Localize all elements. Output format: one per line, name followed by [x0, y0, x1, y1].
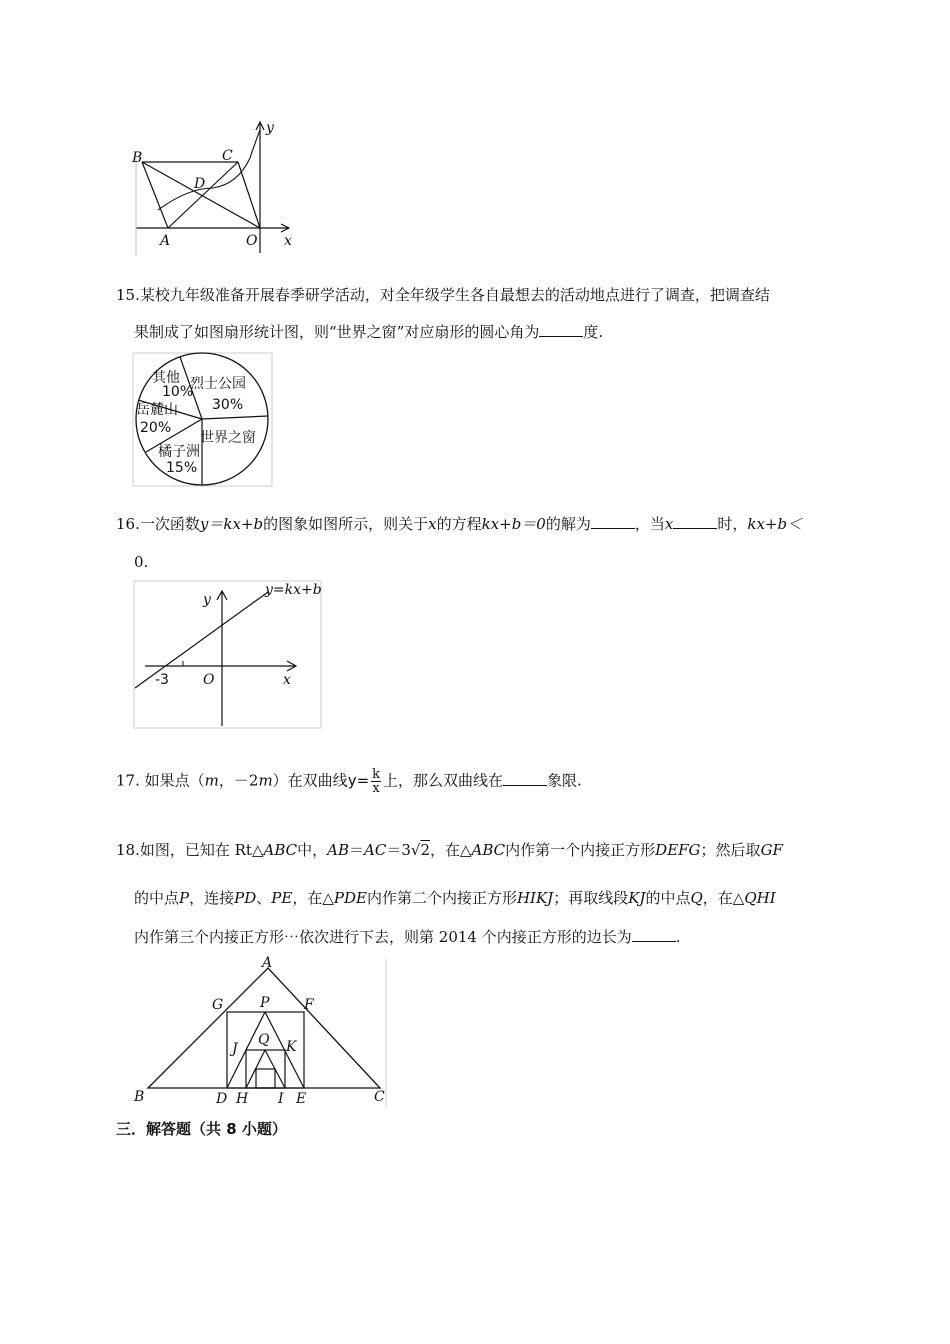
tri-label-B: B [134, 1089, 145, 1105]
q17-text-c: ）在双曲线 [272, 771, 348, 790]
q18-answer-blank[interactable] [632, 927, 676, 942]
q16-line2 [134, 552, 148, 572]
q17-y-eq: y= [347, 771, 370, 790]
q18-text-2c: 、 [256, 889, 272, 907]
q15-line1 [116, 285, 770, 305]
figure-q15-pie [132, 352, 274, 488]
q18-qhi: QHI [744, 889, 776, 907]
q18-eq1: ＝ [349, 841, 365, 859]
q17-text-d: 上，那么双曲线在 [383, 771, 504, 790]
q17-line [116, 768, 582, 795]
q16-text1b: 的图象如图所示，则关于 [263, 515, 429, 533]
tri-label-C: C [374, 1089, 385, 1105]
figure-q14 [128, 118, 303, 258]
q18-text-1a: 如图，已知在 Rt△ [139, 841, 264, 859]
q18-gf: GF [760, 841, 783, 859]
pie-label-juzi: 橘子洲 [158, 444, 200, 460]
q16-expr1: y＝kx+b [199, 515, 264, 533]
q18-number: 18. [116, 841, 140, 859]
pie-pct-juzi: 15% [166, 460, 198, 476]
q18-sqrt-value: 2 [420, 841, 430, 859]
tri-label-A: A [262, 955, 273, 971]
label-A: A [160, 233, 171, 249]
q18-ab: AB [327, 841, 349, 859]
graph-origin-label: O [203, 672, 215, 688]
q16-text1e: ，当 [634, 515, 665, 533]
tri-label-H: H [236, 1091, 249, 1107]
pie-label-lieshi: 烈士公园 [190, 376, 246, 392]
q18-text-2g: 的中点 [645, 889, 691, 907]
pie-label-window: 世界之窗 [200, 430, 256, 446]
q17-text-b: ，－2 [218, 771, 259, 790]
q16-text2: 0. [134, 553, 149, 571]
pie-label-yuelu: 岳麓山 [136, 402, 178, 418]
q17-answer-blank[interactable] [503, 771, 547, 786]
label-C: C [222, 148, 233, 164]
q18-sqrt-sign: √ [410, 841, 421, 859]
q16-var-x: x [428, 515, 437, 533]
q16-text1f: 时， [717, 515, 748, 533]
label-B: B [132, 150, 143, 166]
q18-text-2h: ，在△ [702, 889, 745, 907]
q17-text-a: 如果点（ [144, 771, 205, 790]
label-x: x [284, 233, 292, 249]
q15-line2 [134, 322, 603, 342]
graph-x-label: x [283, 672, 291, 688]
q18-abc2: ABC [471, 841, 506, 859]
q18-text-2d: ，在△ [292, 889, 334, 907]
q18-q: Q [690, 889, 703, 907]
graph-y-label: y [203, 592, 211, 608]
pie-pct-lieshi: 30% [212, 397, 244, 413]
q16-number: 16. [116, 515, 140, 533]
label-D: D [194, 176, 206, 192]
graph-func-label: y=kx+b [265, 582, 322, 598]
q17-number: 17. [116, 771, 140, 790]
q16-var-x2: x [664, 515, 674, 533]
q18-text-3b: . [675, 928, 681, 946]
q18-text-2b: ，连接 [189, 889, 235, 907]
q17-frac-den: x [372, 781, 380, 796]
pie-label-other: 其他 [152, 370, 180, 386]
figure-q18-triangle [128, 955, 390, 1110]
section-3-heading: 三．解答题（共 8 小题） [116, 1120, 287, 1138]
q17-frac-num: k [372, 767, 381, 782]
q16-text1c: 的方程 [436, 515, 482, 533]
q18-text-2a: 的中点 [134, 889, 180, 907]
tri-label-J: J [232, 1041, 238, 1057]
tri-label-E: E [296, 1091, 307, 1107]
graph-neg3-label: -3 [155, 672, 169, 688]
q18-line3 [134, 927, 681, 947]
tri-label-D: D [216, 1091, 228, 1107]
q18-hikj: HIKJ [516, 889, 554, 907]
q18-text-1c: ，在△ [429, 841, 472, 859]
q15-text2a: 果制成了如图扇形统计图，则“世界之窗”对应扇形的圆心角为 [134, 323, 540, 341]
q18-ac: AC [364, 841, 387, 859]
q18-abc: ABC [263, 841, 298, 859]
q17-text-e: 象限. [547, 771, 582, 790]
pie-pct-yuelu: 20% [140, 420, 172, 436]
pie-pct-other: 10% [162, 384, 194, 400]
q18-pde: PDE [333, 889, 367, 907]
q16-answer-blank-2[interactable] [673, 514, 717, 529]
q15-text2b: 度. [583, 323, 604, 341]
q18-line1 [116, 840, 783, 860]
tri-label-I: I [278, 1091, 284, 1107]
q18-eq2: ＝3 [386, 841, 411, 859]
q18-kj: KJ [628, 889, 646, 907]
q18-line2 [134, 888, 776, 908]
q18-text-3a: 内作第三个内接正方形⋯依次进行下去，则第 2014 个内接正方形的边长为 [134, 928, 632, 946]
q18-text-1b: 中， [297, 841, 328, 859]
q16-text1a: 一次函数 [139, 515, 200, 533]
figure-q16-graph [133, 580, 323, 730]
q18-text-1e: ；然后取 [700, 841, 761, 859]
label-y: y [266, 120, 274, 136]
q18-pe: PE [271, 889, 293, 907]
q17-m2: m [258, 771, 273, 790]
tri-label-Q: Q [258, 1032, 270, 1048]
q16-expr2: kx+b＝0 [481, 515, 546, 533]
q18-p: P [179, 889, 190, 907]
tri-label-K: K [286, 1039, 297, 1055]
q17-m: m [204, 771, 219, 790]
q16-line1 [116, 514, 802, 534]
q18-text-2f: ；再取线段 [553, 889, 629, 907]
q15-text1: 某校九年级准备开展春季研学活动，对全年级学生各自最想去的活动地点进行了调查，把调查结 [139, 286, 770, 304]
q18-text-2e: 内作第二个内接正方形 [366, 889, 517, 907]
q18-pd: PD [234, 889, 257, 907]
label-O: O [246, 233, 258, 249]
tri-label-P: P [260, 995, 270, 1011]
q16-expr3: kx+b＜ [747, 515, 803, 533]
q15-answer-blank[interactable] [539, 322, 583, 337]
q15-number: 15. [116, 286, 140, 304]
q16-text1d: 的解为 [545, 515, 591, 533]
tri-label-F: F [304, 997, 314, 1013]
q18-text-1d: 内作第一个内接正方形 [505, 841, 656, 859]
tri-label-G: G [212, 997, 224, 1013]
q18-defg: DEFG [655, 841, 701, 859]
q16-answer-blank-1[interactable] [591, 514, 635, 529]
q17-fraction [371, 768, 381, 795]
